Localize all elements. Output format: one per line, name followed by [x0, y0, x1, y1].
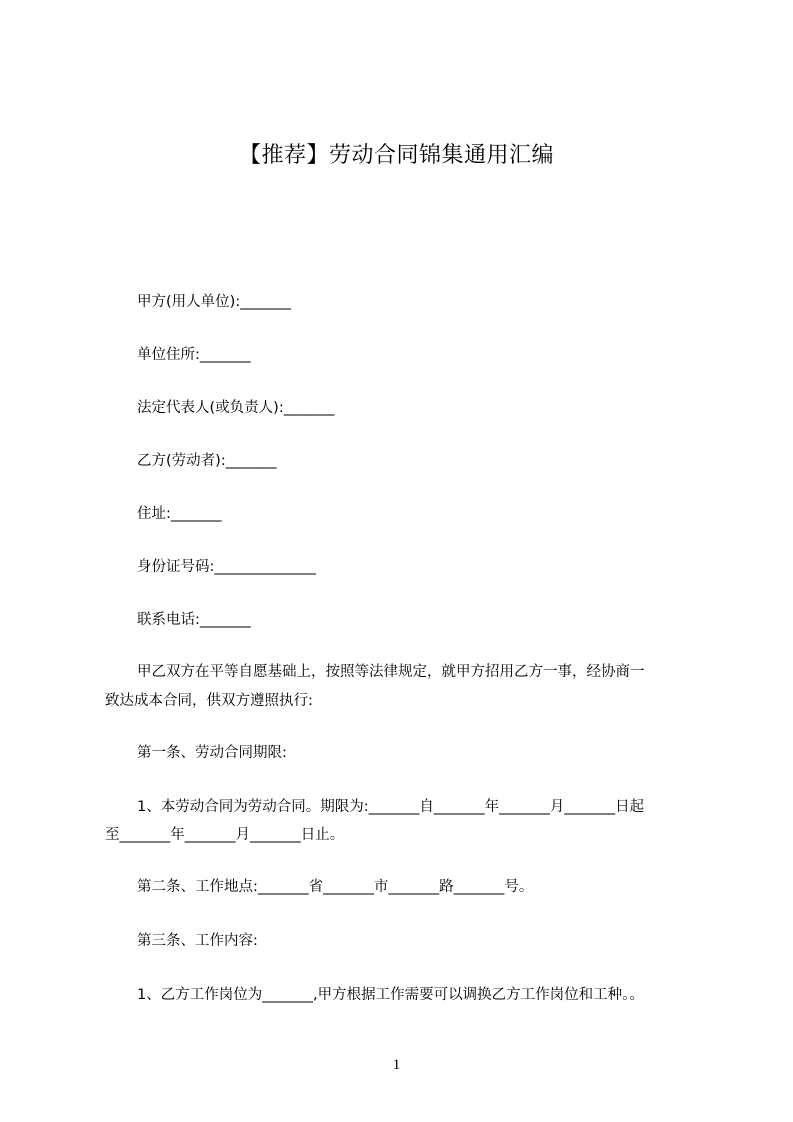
field-party-b: 乙方(劳动者):_______	[137, 453, 277, 469]
article-1-item-1-line-1: 1、本劳动合同为劳动合同。期限为:_______自_______年_______月_______日起	[137, 799, 645, 815]
article-1-heading: 第一条、劳动合同期限:	[137, 745, 287, 761]
field-phone: 联系电话:_______	[137, 612, 251, 628]
field-party-a: 甲方(用人单位):_______	[137, 294, 291, 310]
page-number: 1	[392, 1057, 401, 1073]
preamble-line-1: 甲乙双方在平等自愿基础上，按照等法律规定，就甲方招用乙方一事，经协商一	[137, 664, 645, 680]
field-id-number: 身份证号码:______________	[137, 559, 316, 575]
article-3-item-1: 1、乙方工作岗位为_______,甲方根据工作需要可以调换乙方工作岗位和工种。。	[137, 987, 644, 1003]
document-title: 【推荐】劳动合同锦集通用汇编	[238, 143, 554, 168]
article-3-heading: 第三条、工作内容:	[137, 933, 258, 949]
field-legal-representative: 法定代表人(或负责人):_______	[137, 400, 335, 416]
article-2-heading: 第二条、工作地点:_______省_______市_______路_______号。	[137, 879, 534, 895]
article-1-item-1-line-2: 至_______年_______月_______日止。	[105, 827, 345, 843]
field-unit-address: 单位住所:_______	[137, 347, 251, 363]
field-address: 住址:_______	[137, 506, 222, 522]
preamble-line-2: 致达成本合同，供双方遵照执行:	[105, 693, 313, 709]
